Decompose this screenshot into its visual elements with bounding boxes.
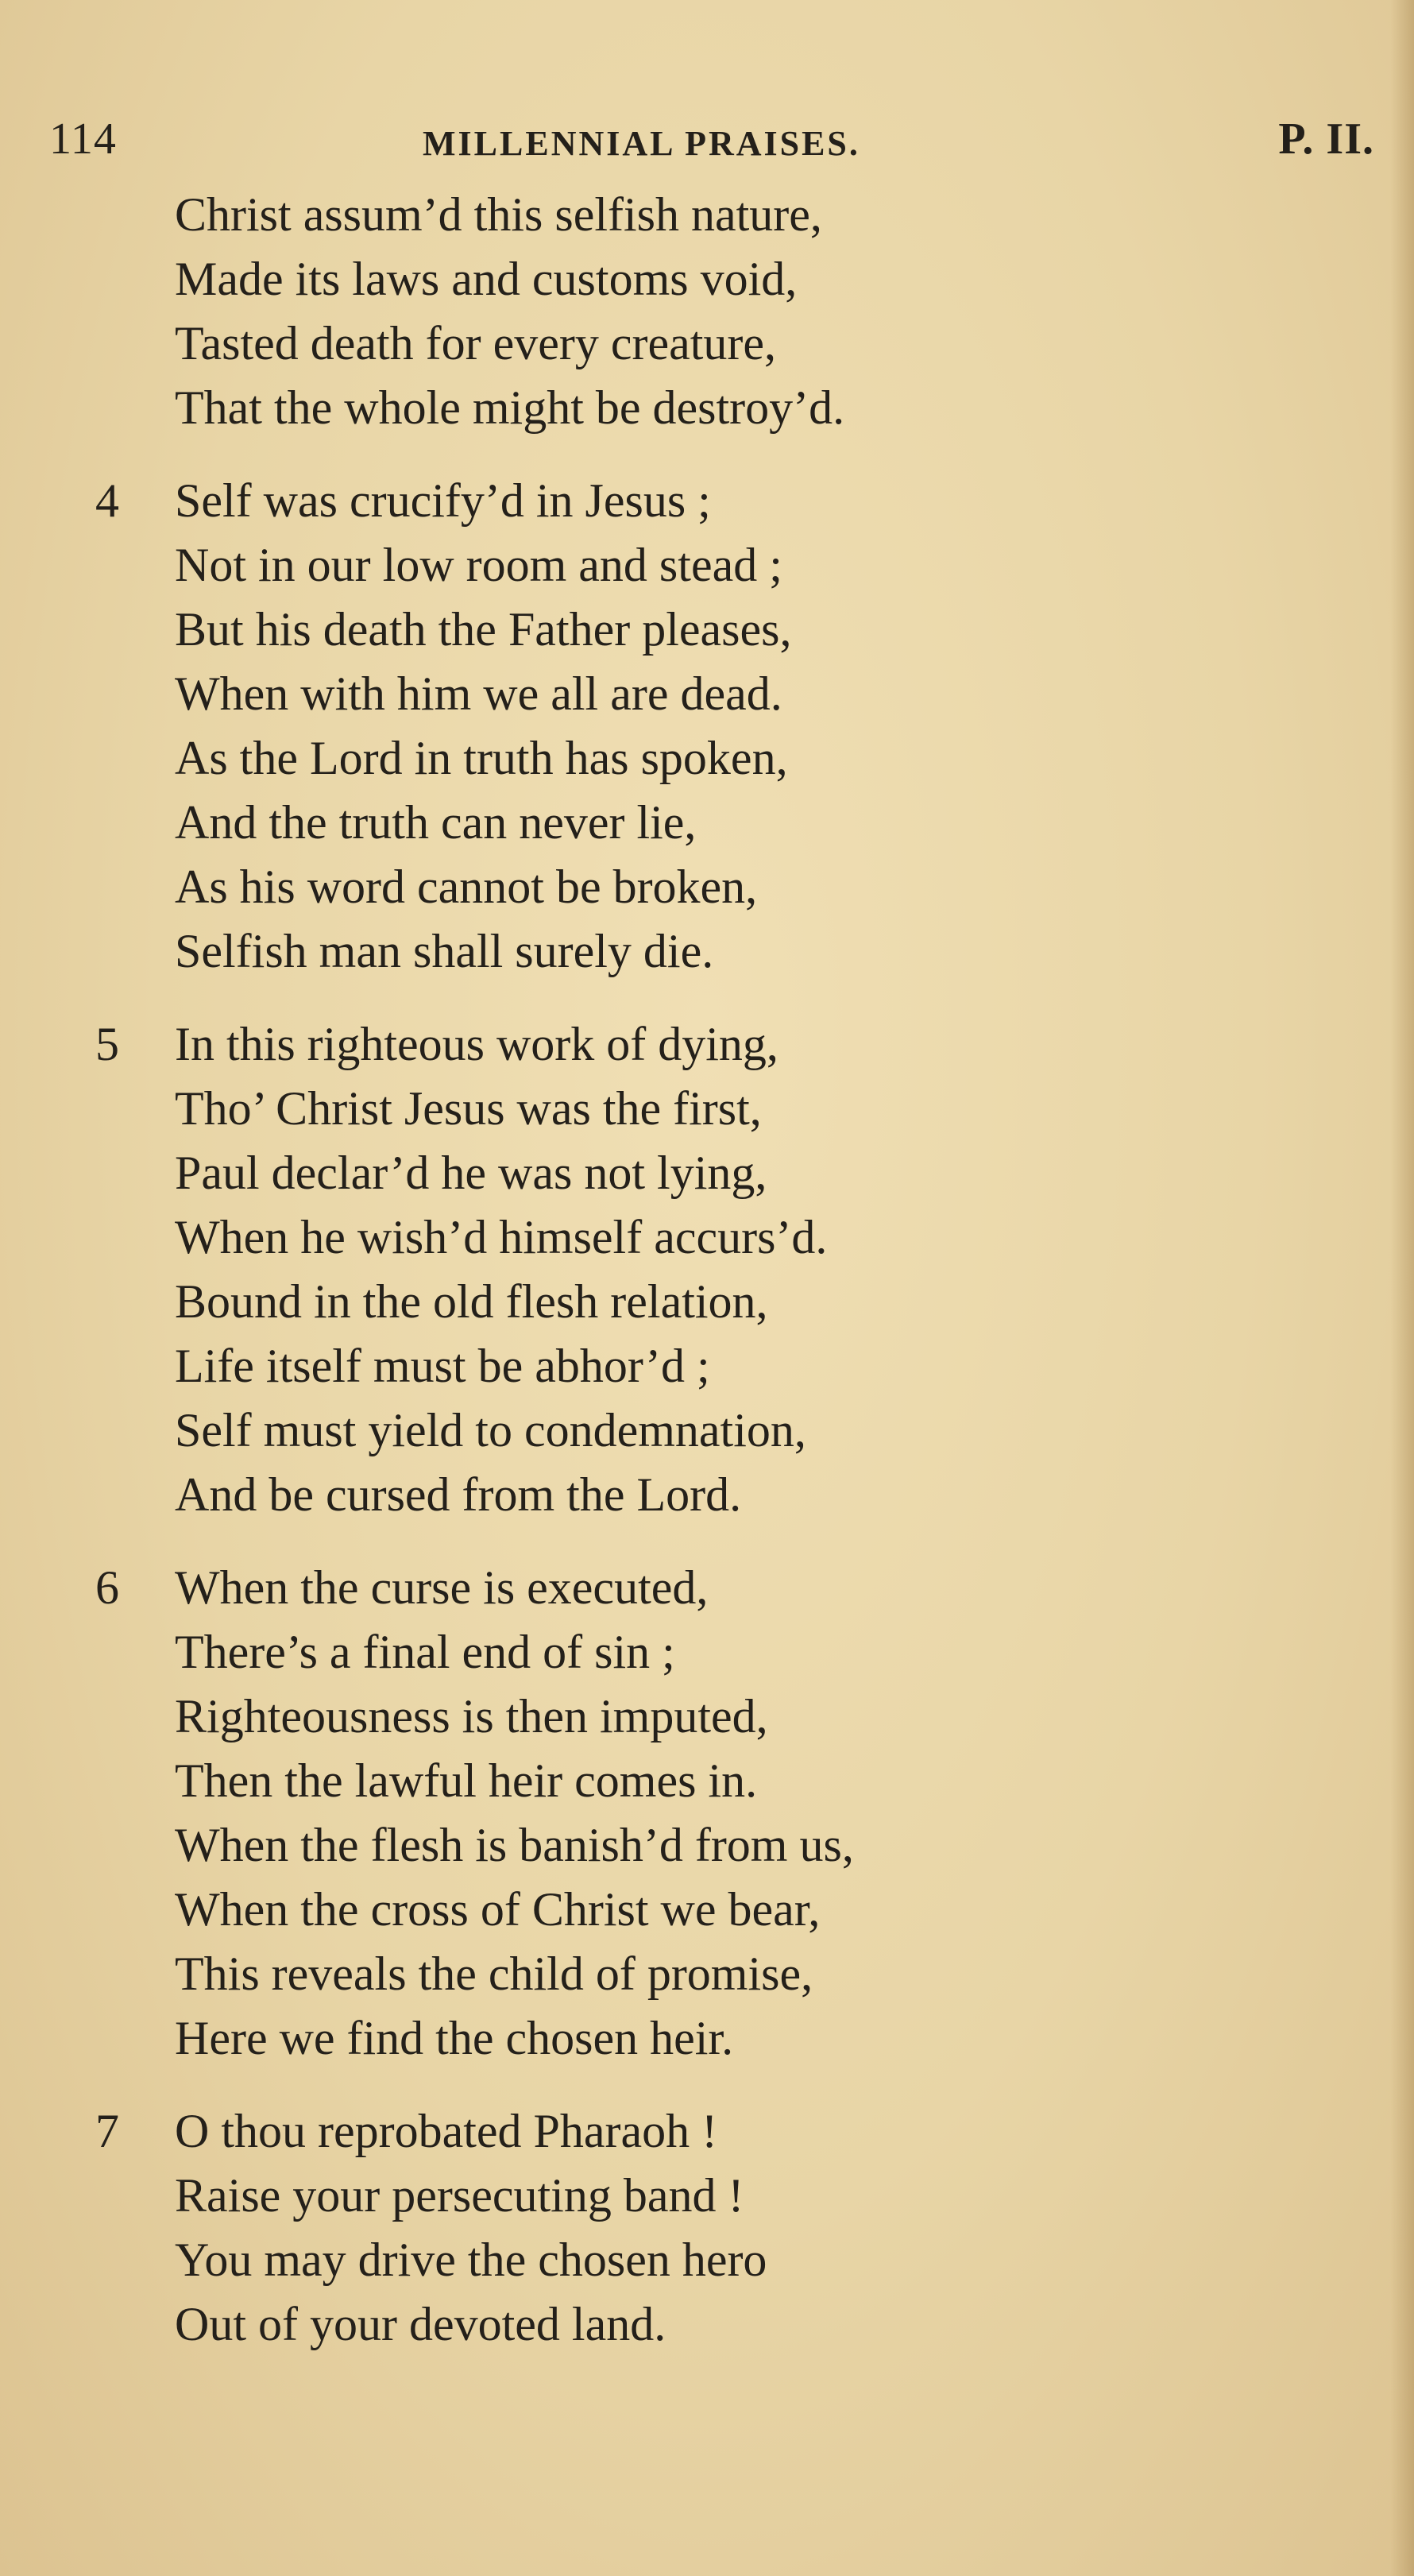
page-number: 114 (49, 114, 117, 164)
verse-line: As his word cannot be broken, (175, 861, 758, 913)
verse-line: Not in our low room and stead ; (175, 539, 782, 591)
verse-line: Here we find the chosen heir. (175, 2012, 734, 2064)
stanza-number: 4 (95, 474, 119, 527)
verse-line: Self was crucify’d in Jesus ; (175, 474, 711, 527)
stanza-4 (95, 469, 1366, 984)
verse-line: Paul declar’d he was not lying, (175, 1147, 767, 1199)
running-head (49, 107, 1374, 171)
verse-line: When he wish’d himself accurs’d. (175, 1211, 828, 1263)
verse-line: In this righteous work of dying, (175, 1018, 778, 1070)
verse-line: That the whole might be destroy’d. (175, 381, 845, 434)
verse-line: There’s a final end of sin ; (175, 1626, 675, 1678)
verse-line: Tho’ Christ Jesus was the first, (175, 1082, 762, 1135)
verse-line: Out of your devoted land. (175, 2298, 666, 2350)
verse-line: Bound in the old flesh relation, (175, 1275, 768, 1328)
stanza-6 (95, 1556, 1366, 2071)
page-edge-shadow (1390, 0, 1414, 2576)
verse-line: When the flesh is banish’d from us, (175, 1819, 854, 1871)
verse-line: Christ assum’d this selfish nature, (175, 188, 822, 241)
verse-line: You may drive the chosen hero (175, 2234, 767, 2286)
verse-line: When with him we all are dead. (175, 667, 782, 720)
part-label: P. II. (1278, 114, 1374, 164)
verse-line: Selfish man shall surely die. (175, 925, 714, 977)
verse-line: O thou reprobated Pharaoh ! (175, 2105, 718, 2157)
stanza-5 (95, 1012, 1366, 1527)
verse-line: Self must yield to condemnation, (175, 1404, 806, 1456)
verse-line: Righteousness is then imputed, (175, 1690, 768, 1742)
verse-line: Raise your persecuting band ! (175, 2169, 744, 2222)
verse-line: And the truth can never lie, (175, 796, 697, 849)
verse-line: Tasted death for every creature, (175, 317, 777, 369)
verse-line: This reveals the child of promise, (175, 1947, 813, 2000)
stanza-number: 6 (95, 1561, 119, 1614)
stanza-number: 7 (95, 2105, 119, 2157)
verse-line: Life itself must be abhor’d ; (175, 1340, 710, 1392)
verse-line: When the curse is executed, (175, 1561, 709, 1614)
verse-line: As the Lord in truth has spoken, (175, 732, 788, 784)
verse-line: But his death the Father pleases, (175, 603, 792, 656)
hymn-text (95, 183, 1366, 2385)
verse-line: Made its laws and customs void, (175, 253, 798, 305)
verse-line: When the cross of Christ we bear, (175, 1883, 821, 1936)
stanza-continued (175, 183, 1366, 440)
book-title: MILLENNIAL PRAISES. (423, 124, 860, 163)
verse-line: And be cursed from the Lord. (175, 1468, 742, 1521)
verse-line: Then the lawful heir comes in. (175, 1754, 758, 1807)
stanza-number: 5 (95, 1018, 119, 1070)
stanza-7 (95, 2099, 1366, 2357)
